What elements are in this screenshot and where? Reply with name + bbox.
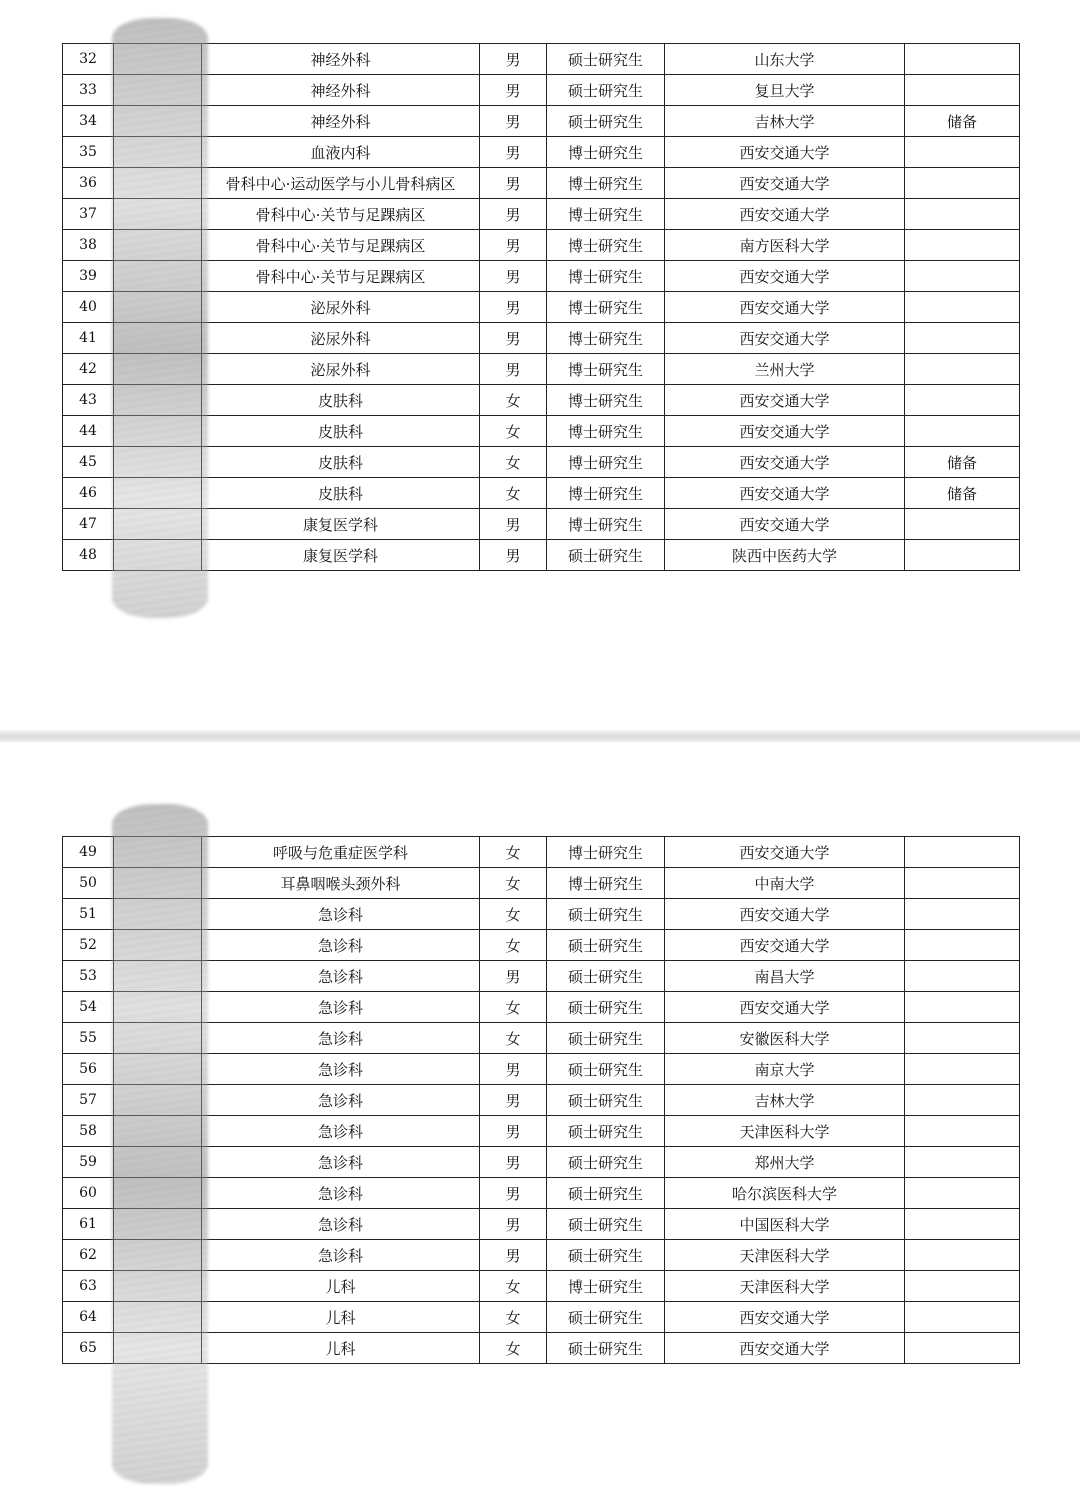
department-cell: 康复医学科	[202, 509, 480, 540]
name-cell-redacted	[114, 1116, 202, 1147]
table-row	[63, 385, 1020, 416]
department-cell: 急诊科	[202, 1178, 480, 1209]
note-cell	[905, 540, 1020, 571]
degree-cell: 硕士研究生	[547, 106, 665, 137]
degree-cell: 硕士研究生	[547, 1116, 665, 1147]
table-row	[63, 478, 1020, 509]
page-separator	[0, 730, 1080, 742]
row-number: 45	[63, 447, 114, 478]
school-cell: 西安交通大学	[665, 992, 905, 1023]
document-page-2	[0, 742, 1080, 1495]
note-cell	[905, 1302, 1020, 1333]
row-number: 35	[63, 137, 114, 168]
note-cell	[905, 137, 1020, 168]
note-cell	[905, 1116, 1020, 1147]
note-cell	[905, 1147, 1020, 1178]
name-cell-redacted	[114, 106, 202, 137]
name-cell-redacted	[114, 323, 202, 354]
gender-cell: 男	[480, 292, 547, 323]
table-row	[63, 261, 1020, 292]
row-number: 61	[63, 1209, 114, 1240]
gender-cell: 男	[480, 44, 547, 75]
table-row	[63, 44, 1020, 75]
school-cell: 西安交通大学	[665, 416, 905, 447]
school-cell: 西安交通大学	[665, 899, 905, 930]
table-row	[63, 1085, 1020, 1116]
gender-cell: 男	[480, 230, 547, 261]
table-row	[63, 899, 1020, 930]
department-cell: 急诊科	[202, 1054, 480, 1085]
name-cell-redacted	[114, 837, 202, 868]
gender-cell: 男	[480, 354, 547, 385]
gender-cell: 女	[480, 837, 547, 868]
degree-cell: 硕士研究生	[547, 1333, 665, 1364]
note-cell	[905, 323, 1020, 354]
row-number: 41	[63, 323, 114, 354]
department-cell: 急诊科	[202, 992, 480, 1023]
row-number: 36	[63, 168, 114, 199]
school-cell: 西安交通大学	[665, 930, 905, 961]
row-number: 33	[63, 75, 114, 106]
note-cell	[905, 75, 1020, 106]
note-cell	[905, 1085, 1020, 1116]
school-cell: 南昌大学	[665, 961, 905, 992]
department-cell: 急诊科	[202, 1116, 480, 1147]
degree-cell: 硕士研究生	[547, 44, 665, 75]
table-row	[63, 75, 1020, 106]
gender-cell: 女	[480, 1333, 547, 1364]
table-row	[63, 447, 1020, 478]
gender-cell: 男	[480, 106, 547, 137]
school-cell: 西安交通大学	[665, 385, 905, 416]
row-number: 63	[63, 1271, 114, 1302]
table-row	[63, 1209, 1020, 1240]
name-cell-redacted	[114, 447, 202, 478]
gender-cell: 女	[480, 385, 547, 416]
school-cell: 西安交通大学	[665, 323, 905, 354]
gender-cell: 男	[480, 540, 547, 571]
name-cell-redacted	[114, 292, 202, 323]
gender-cell: 男	[480, 1085, 547, 1116]
department-cell: 骨科中心·关节与足踝病区	[202, 261, 480, 292]
table-row	[63, 837, 1020, 868]
note-cell	[905, 199, 1020, 230]
row-number: 52	[63, 930, 114, 961]
gender-cell: 女	[480, 899, 547, 930]
department-cell: 神经外科	[202, 106, 480, 137]
roster-body-page-2	[63, 837, 1020, 1364]
table-row	[63, 1302, 1020, 1333]
school-cell: 西安交通大学	[665, 292, 905, 323]
table-row	[63, 354, 1020, 385]
gender-cell: 男	[480, 961, 547, 992]
gender-cell: 男	[480, 1054, 547, 1085]
school-cell: 吉林大学	[665, 1085, 905, 1116]
gender-cell: 女	[480, 478, 547, 509]
department-cell: 神经外科	[202, 44, 480, 75]
gender-cell: 男	[480, 261, 547, 292]
row-number: 32	[63, 44, 114, 75]
table-row	[63, 106, 1020, 137]
note-cell	[905, 230, 1020, 261]
table-row	[63, 416, 1020, 447]
gender-cell: 女	[480, 868, 547, 899]
school-cell: 天津医科大学	[665, 1116, 905, 1147]
table-row	[63, 1054, 1020, 1085]
gender-cell: 男	[480, 1240, 547, 1271]
degree-cell: 硕士研究生	[547, 899, 665, 930]
name-cell-redacted	[114, 1302, 202, 1333]
note-cell	[905, 1333, 1020, 1364]
degree-cell: 硕士研究生	[547, 1178, 665, 1209]
row-number: 48	[63, 540, 114, 571]
row-number: 38	[63, 230, 114, 261]
department-cell: 儿科	[202, 1302, 480, 1333]
row-number: 56	[63, 1054, 114, 1085]
school-cell: 天津医科大学	[665, 1240, 905, 1271]
school-cell: 陕西中医药大学	[665, 540, 905, 571]
roster-table-page-1	[62, 43, 1020, 571]
school-cell: 西安交通大学	[665, 509, 905, 540]
degree-cell: 硕士研究生	[547, 540, 665, 571]
note-cell	[905, 961, 1020, 992]
row-number: 57	[63, 1085, 114, 1116]
row-number: 58	[63, 1116, 114, 1147]
note-cell	[905, 837, 1020, 868]
name-cell-redacted	[114, 509, 202, 540]
school-cell: 南京大学	[665, 1054, 905, 1085]
name-cell-redacted	[114, 930, 202, 961]
name-cell-redacted	[114, 1085, 202, 1116]
name-cell-redacted	[114, 385, 202, 416]
note-cell	[905, 930, 1020, 961]
school-cell: 郑州大学	[665, 1147, 905, 1178]
name-cell-redacted	[114, 478, 202, 509]
school-cell: 吉林大学	[665, 106, 905, 137]
department-cell: 急诊科	[202, 1209, 480, 1240]
gender-cell: 男	[480, 323, 547, 354]
degree-cell: 博士研究生	[547, 837, 665, 868]
department-cell: 耳鼻咽喉头颈外科	[202, 868, 480, 899]
department-cell: 皮肤科	[202, 447, 480, 478]
name-cell-redacted	[114, 168, 202, 199]
gender-cell: 男	[480, 1209, 547, 1240]
name-cell-redacted	[114, 75, 202, 106]
degree-cell: 硕士研究生	[547, 961, 665, 992]
name-cell-redacted	[114, 1054, 202, 1085]
department-cell: 骨科中心·关节与足踝病区	[202, 230, 480, 261]
degree-cell: 博士研究生	[547, 868, 665, 899]
school-cell: 西安交通大学	[665, 261, 905, 292]
school-cell: 哈尔滨医科大学	[665, 1178, 905, 1209]
gender-cell: 男	[480, 75, 547, 106]
row-number: 54	[63, 992, 114, 1023]
row-number: 42	[63, 354, 114, 385]
school-cell: 中南大学	[665, 868, 905, 899]
gender-cell: 女	[480, 930, 547, 961]
row-number: 64	[63, 1302, 114, 1333]
note-cell	[905, 899, 1020, 930]
table-row	[63, 137, 1020, 168]
name-cell-redacted	[114, 261, 202, 292]
row-number: 44	[63, 416, 114, 447]
table-row	[63, 168, 1020, 199]
note-cell: 储备	[905, 447, 1020, 478]
gender-cell: 女	[480, 1271, 547, 1302]
name-cell-redacted	[114, 540, 202, 571]
degree-cell: 硕士研究生	[547, 1240, 665, 1271]
department-cell: 泌尿外科	[202, 292, 480, 323]
note-cell	[905, 44, 1020, 75]
name-cell-redacted	[114, 416, 202, 447]
school-cell: 山东大学	[665, 44, 905, 75]
department-cell: 急诊科	[202, 1085, 480, 1116]
name-cell-redacted	[114, 1333, 202, 1364]
degree-cell: 博士研究生	[547, 323, 665, 354]
school-cell: 西安交通大学	[665, 478, 905, 509]
name-cell-redacted	[114, 1209, 202, 1240]
row-number: 39	[63, 261, 114, 292]
department-cell: 血液内科	[202, 137, 480, 168]
note-cell	[905, 1178, 1020, 1209]
gender-cell: 女	[480, 1023, 547, 1054]
school-cell: 兰州大学	[665, 354, 905, 385]
school-cell: 南方医科大学	[665, 230, 905, 261]
department-cell: 呼吸与危重症医学科	[202, 837, 480, 868]
degree-cell: 硕士研究生	[547, 1209, 665, 1240]
degree-cell: 博士研究生	[547, 385, 665, 416]
name-cell-redacted	[114, 230, 202, 261]
department-cell: 皮肤科	[202, 416, 480, 447]
department-cell: 骨科中心·运动医学与小儿骨科病区	[202, 168, 480, 199]
department-cell: 急诊科	[202, 899, 480, 930]
degree-cell: 博士研究生	[547, 416, 665, 447]
row-number: 50	[63, 868, 114, 899]
degree-cell: 硕士研究生	[547, 1023, 665, 1054]
document-page-1	[0, 0, 1080, 730]
school-cell: 复旦大学	[665, 75, 905, 106]
department-cell: 急诊科	[202, 1240, 480, 1271]
school-cell: 西安交通大学	[665, 137, 905, 168]
degree-cell: 博士研究生	[547, 354, 665, 385]
degree-cell: 博士研究生	[547, 168, 665, 199]
gender-cell: 男	[480, 1178, 547, 1209]
table-row	[63, 1333, 1020, 1364]
name-cell-redacted	[114, 1147, 202, 1178]
roster-body-page-1	[63, 44, 1020, 571]
school-cell: 西安交通大学	[665, 837, 905, 868]
table-row	[63, 868, 1020, 899]
note-cell	[905, 1023, 1020, 1054]
row-number: 40	[63, 292, 114, 323]
gender-cell: 女	[480, 1302, 547, 1333]
department-cell: 泌尿外科	[202, 323, 480, 354]
degree-cell: 博士研究生	[547, 230, 665, 261]
note-cell	[905, 354, 1020, 385]
name-cell-redacted	[114, 868, 202, 899]
table-row	[63, 1147, 1020, 1178]
table-row	[63, 1023, 1020, 1054]
note-cell	[905, 1209, 1020, 1240]
row-number: 65	[63, 1333, 114, 1364]
roster-table-page-2	[62, 836, 1020, 1364]
note-cell	[905, 1271, 1020, 1302]
name-cell-redacted	[114, 961, 202, 992]
name-cell-redacted	[114, 1240, 202, 1271]
school-cell: 西安交通大学	[665, 1333, 905, 1364]
gender-cell: 男	[480, 137, 547, 168]
school-cell: 天津医科大学	[665, 1271, 905, 1302]
name-cell-redacted	[114, 1271, 202, 1302]
department-cell: 急诊科	[202, 961, 480, 992]
row-number: 62	[63, 1240, 114, 1271]
name-cell-redacted	[114, 899, 202, 930]
name-cell-redacted	[114, 44, 202, 75]
gender-cell: 女	[480, 416, 547, 447]
row-number: 60	[63, 1178, 114, 1209]
department-cell: 皮肤科	[202, 478, 480, 509]
gender-cell: 女	[480, 992, 547, 1023]
department-cell: 儿科	[202, 1333, 480, 1364]
department-cell: 皮肤科	[202, 385, 480, 416]
row-number: 47	[63, 509, 114, 540]
name-cell-redacted	[114, 137, 202, 168]
table-row	[63, 1116, 1020, 1147]
degree-cell: 硕士研究生	[547, 1054, 665, 1085]
note-cell	[905, 1054, 1020, 1085]
table-row	[63, 230, 1020, 261]
table-row	[63, 199, 1020, 230]
degree-cell: 博士研究生	[547, 478, 665, 509]
note-cell	[905, 509, 1020, 540]
gender-cell: 男	[480, 199, 547, 230]
note-cell	[905, 868, 1020, 899]
note-cell	[905, 385, 1020, 416]
school-cell: 西安交通大学	[665, 199, 905, 230]
row-number: 34	[63, 106, 114, 137]
degree-cell: 硕士研究生	[547, 992, 665, 1023]
degree-cell: 博士研究生	[547, 447, 665, 478]
note-cell	[905, 992, 1020, 1023]
degree-cell: 博士研究生	[547, 199, 665, 230]
gender-cell: 女	[480, 447, 547, 478]
school-cell: 西安交通大学	[665, 168, 905, 199]
row-number: 59	[63, 1147, 114, 1178]
department-cell: 儿科	[202, 1271, 480, 1302]
row-number: 53	[63, 961, 114, 992]
note-cell	[905, 416, 1020, 447]
degree-cell: 博士研究生	[547, 137, 665, 168]
degree-cell: 硕士研究生	[547, 1147, 665, 1178]
name-cell-redacted	[114, 1178, 202, 1209]
note-cell	[905, 261, 1020, 292]
school-cell: 中国医科大学	[665, 1209, 905, 1240]
name-cell-redacted	[114, 354, 202, 385]
degree-cell: 博士研究生	[547, 292, 665, 323]
department-cell: 骨科中心·关节与足踝病区	[202, 199, 480, 230]
department-cell: 急诊科	[202, 1147, 480, 1178]
row-number: 51	[63, 899, 114, 930]
table-row	[63, 540, 1020, 571]
note-cell	[905, 168, 1020, 199]
table-row	[63, 323, 1020, 354]
table-row	[63, 1178, 1020, 1209]
note-cell: 储备	[905, 106, 1020, 137]
school-cell: 安徽医科大学	[665, 1023, 905, 1054]
table-row	[63, 1271, 1020, 1302]
table-row	[63, 1240, 1020, 1271]
degree-cell: 博士研究生	[547, 509, 665, 540]
gender-cell: 男	[480, 168, 547, 199]
note-cell: 储备	[905, 478, 1020, 509]
table-row	[63, 292, 1020, 323]
row-number: 55	[63, 1023, 114, 1054]
degree-cell: 硕士研究生	[547, 1085, 665, 1116]
name-cell-redacted	[114, 1023, 202, 1054]
name-cell-redacted	[114, 992, 202, 1023]
degree-cell: 博士研究生	[547, 261, 665, 292]
row-number: 46	[63, 478, 114, 509]
department-cell: 神经外科	[202, 75, 480, 106]
note-cell	[905, 1240, 1020, 1271]
department-cell: 急诊科	[202, 1023, 480, 1054]
gender-cell: 男	[480, 509, 547, 540]
degree-cell: 硕士研究生	[547, 75, 665, 106]
school-cell: 西安交通大学	[665, 447, 905, 478]
school-cell: 西安交通大学	[665, 1302, 905, 1333]
table-row	[63, 930, 1020, 961]
degree-cell: 硕士研究生	[547, 1302, 665, 1333]
gender-cell: 男	[480, 1116, 547, 1147]
row-number: 49	[63, 837, 114, 868]
table-row	[63, 509, 1020, 540]
degree-cell: 硕士研究生	[547, 930, 665, 961]
degree-cell: 博士研究生	[547, 1271, 665, 1302]
gender-cell: 男	[480, 1147, 547, 1178]
department-cell: 泌尿外科	[202, 354, 480, 385]
department-cell: 康复医学科	[202, 540, 480, 571]
row-number: 37	[63, 199, 114, 230]
row-number: 43	[63, 385, 114, 416]
table-row	[63, 961, 1020, 992]
department-cell: 急诊科	[202, 930, 480, 961]
note-cell	[905, 292, 1020, 323]
name-cell-redacted	[114, 199, 202, 230]
table-row	[63, 992, 1020, 1023]
